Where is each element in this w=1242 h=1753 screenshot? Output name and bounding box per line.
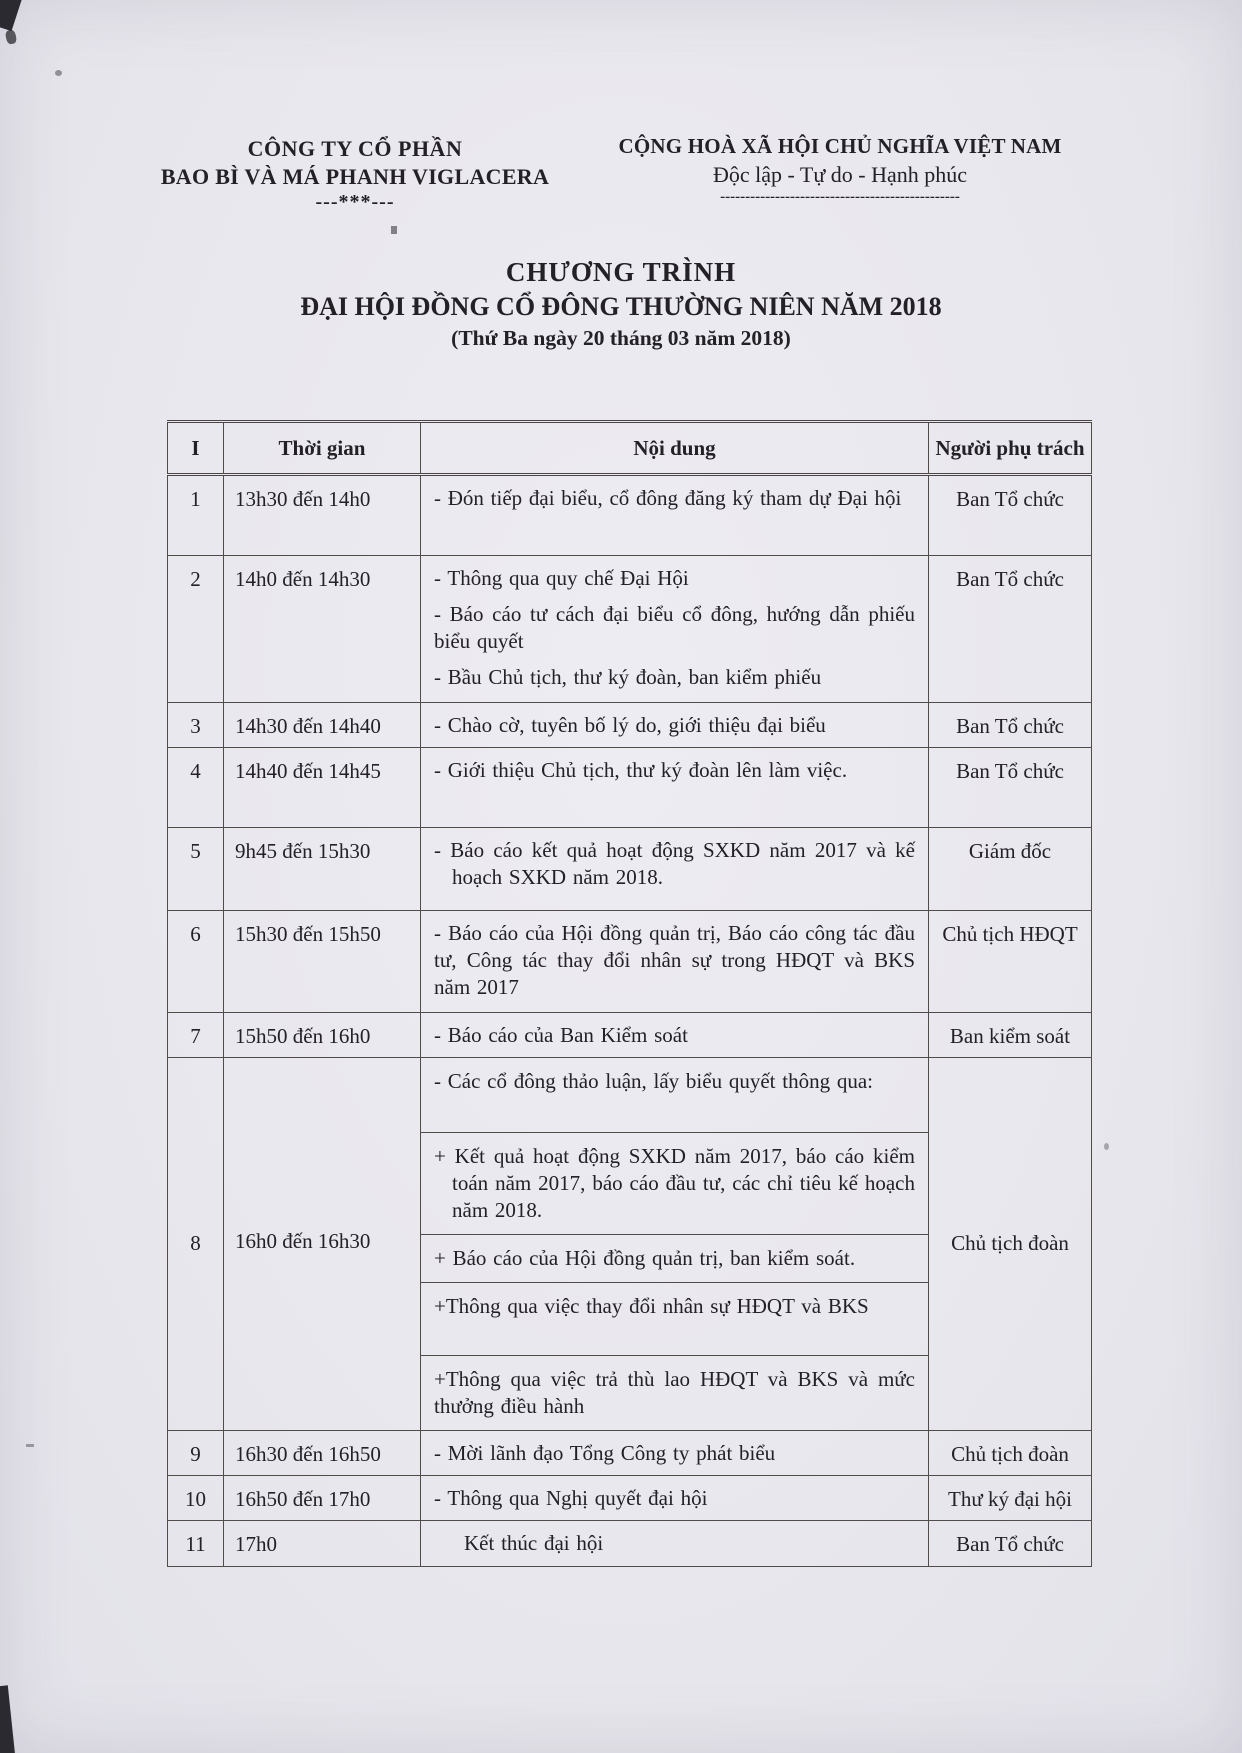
row-time: 14h0 đến 14h30 — [224, 556, 421, 703]
scan-artifact-corner-bottom-left — [0, 1685, 16, 1753]
scan-artifact-speck — [391, 226, 397, 234]
row-time: 17h0 — [224, 1521, 421, 1567]
content-item: - Báo cáo kết quả hoạt động SXKD năm 2017 và kế hoạch SXKD năm 2018. — [434, 838, 915, 889]
row-no: 9 — [168, 1431, 224, 1476]
row-content — [421, 1431, 929, 1476]
row-owner: Chủ tịch đoàn — [929, 1431, 1092, 1476]
subcell-5 — [421, 1356, 928, 1430]
subcell-3 — [421, 1235, 928, 1283]
document-date: (Thứ Ba ngày 20 tháng 03 năm 2018) — [451, 326, 791, 350]
row-time: 16h0 đến 16h30 — [224, 1058, 421, 1431]
row-content — [421, 1476, 929, 1521]
content-item: Kết thúc đại hội — [464, 1531, 604, 1555]
content-item: - Giới thiệu Chủ tịch, thư ký đoàn lên làm việc. — [434, 758, 848, 782]
content-item: - Thông qua Nghị quyết đại hội — [434, 1486, 708, 1510]
row-owner: Ban Tổ chức — [929, 556, 1092, 703]
scan-artifact-speck — [1104, 1143, 1109, 1150]
content-item: + Báo cáo của Hội đồng quản trị, ban kiểm soát. — [434, 1246, 856, 1270]
row-no: 11 — [168, 1521, 224, 1567]
company-name-line1: CÔNG TY CỔ PHẦN — [247, 136, 463, 161]
agenda-row-4 — [168, 748, 1092, 828]
title-block — [91, 256, 1151, 352]
row-time: 16h30 đến 16h50 — [224, 1431, 421, 1476]
row-owner: Thư ký đại hội — [929, 1476, 1092, 1521]
content-item: - Mời lãnh đạo Tổng Công ty phát biểu — [434, 1441, 776, 1465]
row-owner: Ban kiểm soát — [929, 1013, 1092, 1058]
scan-artifact-top-left-speck — [5, 29, 18, 45]
agenda-row-1 — [168, 475, 1092, 556]
agenda-row-9 — [168, 1431, 1092, 1476]
agenda-header-row — [168, 422, 1092, 475]
row-no: 1 — [168, 475, 224, 556]
national-motto-line2: Độc lập - Tự do - Hạnh phúc — [712, 162, 968, 187]
row-content — [421, 1521, 929, 1567]
content-item: +Thông qua việc thay đổi nhân sự HĐQT và BKS — [434, 1294, 869, 1318]
motto-underline: ------------------------------------------------ — [720, 190, 960, 204]
row-time: 15h50 đến 16h0 — [224, 1013, 421, 1058]
content-item: - Đón tiếp đại biểu, cổ đông đăng ký tham dự Đại hội — [434, 486, 902, 510]
row-no: 10 — [168, 1476, 224, 1521]
row-content — [421, 828, 929, 911]
agenda-table — [167, 420, 1092, 1567]
agenda-row-3 — [168, 703, 1092, 748]
row-no: 6 — [168, 911, 224, 1013]
row-no: 3 — [168, 703, 224, 748]
scan-artifact-corner-top-left — [0, 0, 23, 31]
subcell-1 — [421, 1058, 928, 1133]
row-owner: Ban Tổ chức — [929, 748, 1092, 828]
row-content — [421, 556, 929, 703]
subcell-2 — [421, 1133, 928, 1235]
content-item: - Chào cờ, tuyên bố lý do, giới thiệu đại biểu — [434, 713, 826, 737]
row-time: 14h30 đến 14h40 — [224, 703, 421, 748]
agenda-row-8 — [168, 1058, 1092, 1431]
content-item: +Thông qua việc trả thù lao HĐQT và BKS và mức thưởng điều hành — [434, 1367, 915, 1418]
agenda-row-10 — [168, 1476, 1092, 1521]
row-content-subcells — [421, 1058, 929, 1431]
row-time: 14h40 đến 14h45 — [224, 748, 421, 828]
row-owner: Ban Tổ chức — [929, 475, 1092, 556]
row-content — [421, 911, 929, 1013]
company-name-line2: BAO BÌ VÀ MÁ PHANH VIGLACERA — [160, 164, 550, 189]
header-col-content: Nội dung — [421, 422, 929, 475]
row-time: 15h30 đến 15h50 — [224, 911, 421, 1013]
row-content — [421, 475, 929, 556]
document-subtitle: ĐẠI HỘI ĐỒNG CỔ ĐÔNG THƯỜNG NIÊN NĂM 2018 — [300, 292, 942, 321]
row-content — [421, 748, 929, 828]
content-item: - Báo cáo của Ban Kiểm soát — [434, 1023, 688, 1047]
document-title: CHƯƠNG TRÌNH — [505, 257, 737, 287]
row-no: 5 — [168, 828, 224, 911]
row-time: 9h45 đến 15h30 — [224, 828, 421, 911]
row-owner: Ban Tổ chức — [929, 703, 1092, 748]
company-separator: ---***--- — [315, 191, 395, 213]
row-owner: Chủ tịch HĐQT — [929, 911, 1092, 1013]
row-time: 16h50 đến 17h0 — [224, 1476, 421, 1521]
content-item: - Báo cáo tư cách đại biểu cổ đông, hướng dẫn phiếu biểu quyết — [434, 602, 915, 653]
row-content — [421, 1013, 929, 1058]
header-col-no: I — [168, 422, 224, 475]
row-owner: Chủ tịch đoàn — [929, 1058, 1092, 1431]
content-item: - Các cổ đông thảo luận, lấy biểu quyết thông qua: — [434, 1069, 873, 1093]
content-item: - Báo cáo của Hội đồng quản trị, Báo cáo công tác đầu tư, Công tác thay đổi nhân sự trong HĐQT và BKS năm 2017 — [434, 921, 915, 999]
agenda-row-5 — [168, 828, 1092, 911]
company-header-block — [150, 136, 560, 213]
subcell-4 — [421, 1283, 928, 1356]
content-item: + Kết quả hoạt động SXKD năm 2017, báo cáo kiểm toán năm 2017, báo cáo đầu tư, các chỉ tiêu kế hoạch năm 2018. — [434, 1144, 915, 1222]
row-owner: Giám đốc — [929, 828, 1092, 911]
content-item: - Thông qua quy chế Đại Hội — [434, 566, 689, 590]
row-no: 7 — [168, 1013, 224, 1058]
content-item: - Bầu Chủ tịch, thư ký đoàn, ban kiểm phiếu — [434, 665, 822, 689]
row-no: 4 — [168, 748, 224, 828]
row-owner: Ban Tổ chức — [929, 1521, 1092, 1567]
header-col-owner: Người phụ trách — [929, 422, 1092, 475]
agenda-row-6 — [168, 911, 1092, 1013]
row-content — [421, 703, 929, 748]
agenda-row-11 — [168, 1521, 1092, 1567]
scan-artifact-speck — [26, 1444, 34, 1447]
row-time: 13h30 đến 14h0 — [224, 475, 421, 556]
scan-artifact-speck — [55, 70, 62, 76]
header-col-time: Thời gian — [224, 422, 421, 475]
national-header-block — [610, 133, 1070, 204]
row-no: 2 — [168, 556, 224, 703]
national-motto-line1: CỘNG HOÀ XÃ HỘI CHỦ NGHĨA VIỆT NAM — [618, 134, 1062, 158]
agenda-row-7 — [168, 1013, 1092, 1058]
row-no: 8 — [168, 1058, 224, 1431]
agenda-row-2 — [168, 556, 1092, 703]
